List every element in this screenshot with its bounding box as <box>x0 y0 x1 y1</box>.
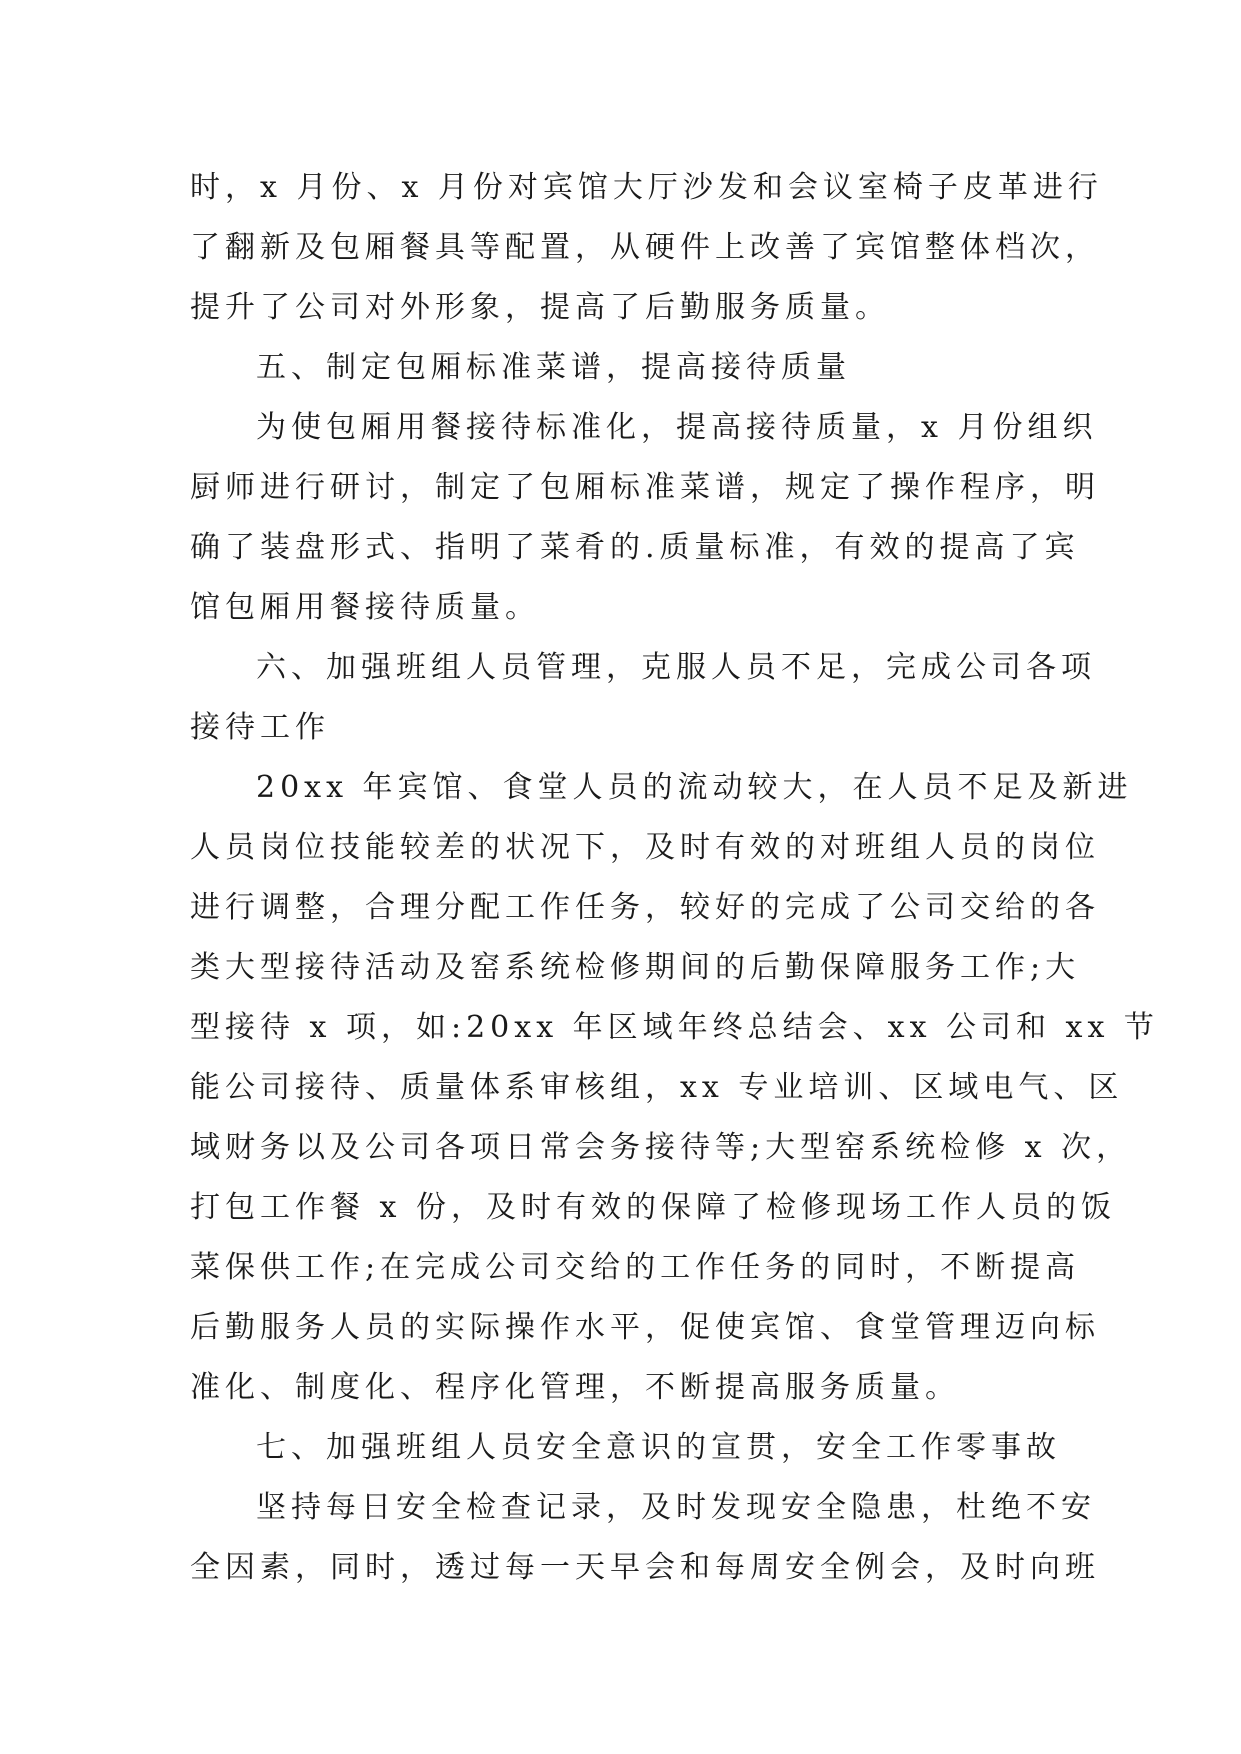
document-body <box>190 158 1159 1598</box>
text-line: 确了装盘形式、指明了菜肴的.质量标准，有效的提高了宾 <box>190 530 1080 565</box>
text-line: 进行调整，合理分配工作任务，较好的完成了公司交给的各 <box>190 890 1100 925</box>
text-line: 域财务以及公司各项日常会务接待等;大型窑系统检修 x 次， <box>190 1130 1132 1165</box>
text-line: 打包工作餐 x 份，及时有效的保障了检修现场工作人员的饭 <box>190 1190 1116 1225</box>
text-line: 为使包厢用餐接待标准化，提高接待质量，x 月份组织 <box>256 410 1098 445</box>
section-heading-5: 五、制定包厢标准菜谱，提高接待质量 <box>256 350 851 385</box>
text-line: 坚持每日安全检查记录，及时发现安全隐患，杜绝不安 <box>256 1490 1096 1525</box>
section-heading-7: 七、加强班组人员安全意识的宣贯，安全工作零事故 <box>256 1430 1061 1465</box>
text-line: 后勤服务人员的实际操作水平，促使宾馆、食堂管理迈向标 <box>190 1310 1100 1345</box>
section-heading-6: 六、加强班组人员管理，克服人员不足，完成公司各项 <box>256 650 1096 685</box>
text-line: 菜保供工作;在完成公司交给的工作任务的同时，不断提高 <box>190 1250 1081 1285</box>
text-line: 准化、制度化、程序化管理，不断提高服务质量。 <box>190 1370 960 1405</box>
text-line: 型接待 x 项，如:20xx 年区域年终总结会、xx 公司和 xx 节 <box>190 1010 1159 1045</box>
text-line: 厨师进行研讨，制定了包厢标准菜谱，规定了操作程序，明 <box>190 470 1100 505</box>
text-line: 时，x 月份、x 月份对宾馆大厅沙发和会议室椅子皮革进行 <box>190 170 1103 205</box>
text-line: 了翻新及包厢餐具等配置，从硬件上改善了宾馆整体档次， <box>190 230 1100 265</box>
text-line: 馆包厢用餐接待质量。 <box>190 590 540 625</box>
text-line: 人员岗位技能较差的状况下，及时有效的对班组人员的岗位 <box>190 830 1100 865</box>
text-line: 全因素，同时，透过每一天早会和每周安全例会，及时向班 <box>190 1550 1100 1585</box>
text-line: 提升了公司对外形象，提高了后勤服务质量。 <box>190 290 890 325</box>
text-line: 能公司接待、质量体系审核组，xx 专业培训、区域电气、区 <box>190 1070 1124 1105</box>
text-line: 类大型接待活动及窑系统检修期间的后勤保障服务工作;大 <box>190 950 1081 985</box>
section-heading-6-cont: 接待工作 <box>190 710 330 745</box>
text-line: 20xx 年宾馆、食堂人员的流动较大，在人员不足及新进 <box>256 770 1133 805</box>
